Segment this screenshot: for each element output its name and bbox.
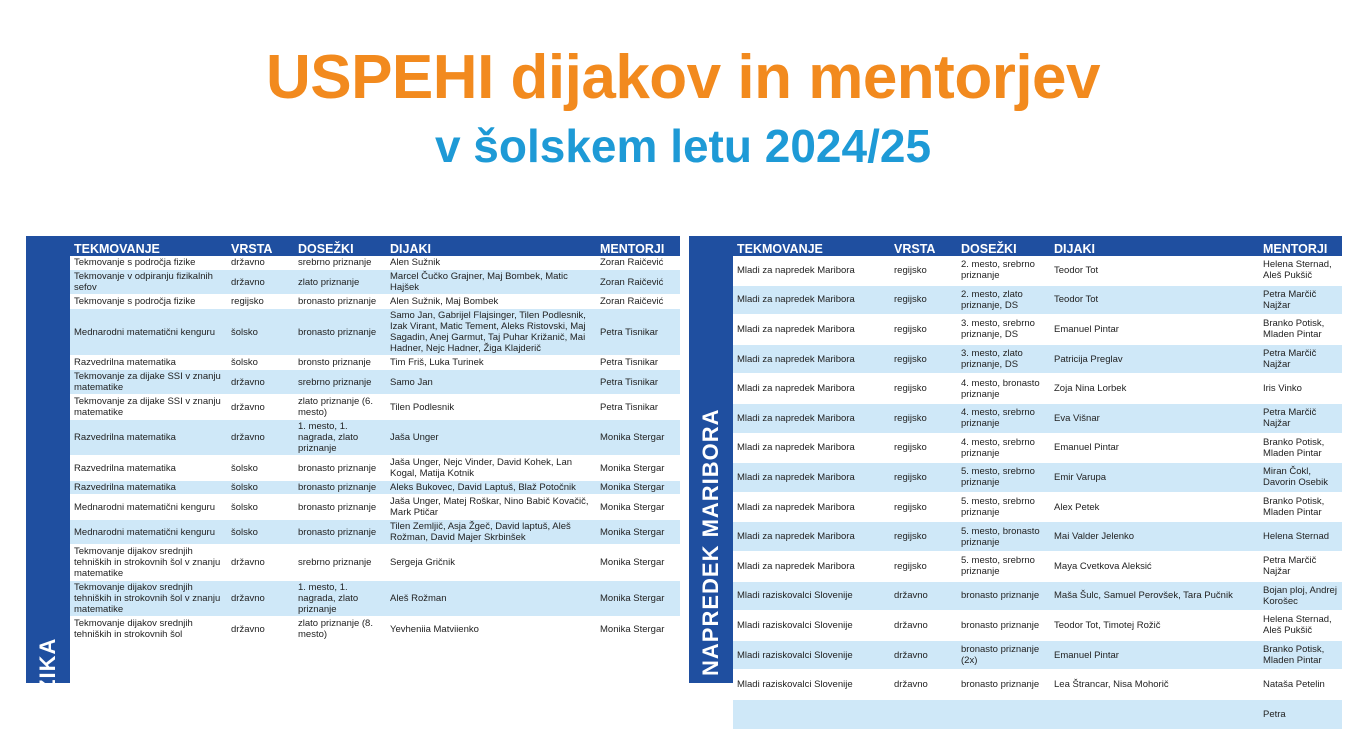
table-cell: državno	[227, 256, 294, 270]
table-cell: Petra Marčič Najžar	[1259, 551, 1342, 581]
left-table-wrap	[70, 236, 680, 683]
table-cell: državno	[890, 670, 957, 700]
right-side-label: NAPREDEK MARIBORA	[698, 408, 723, 676]
table-cell: Zoran Raičević	[596, 295, 680, 309]
page-subtitle: v šolskem letu 2024/25	[434, 120, 932, 172]
table-row	[70, 545, 680, 581]
table-row	[70, 581, 680, 617]
table-cell: Petra Marčič Najžar	[1259, 403, 1342, 433]
table-cell: Miran Čokl, Davorin Osebik	[1259, 463, 1342, 493]
table-cell: Nataša Petelin	[1259, 670, 1342, 700]
table-cell: bronasto priznanje	[957, 581, 1050, 611]
table-cell: zlato priznanje (6. mesto)	[294, 395, 386, 420]
table-cell: Mai Valder Jelenko	[1050, 522, 1259, 552]
table-cell: Marcel Čučko Grajner, Maj Bombek, Matic Hajšek	[386, 270, 596, 295]
table-cell: državno	[227, 617, 294, 642]
table-cell: Mednarodni matematični kenguru	[70, 495, 227, 520]
table-cell	[890, 699, 957, 729]
table-cell: Petra Marčič Najžar	[1259, 285, 1342, 315]
table-cell: Monika Stergar	[596, 581, 680, 617]
table-cell: Teodor Tot	[1050, 285, 1259, 315]
table-row	[70, 309, 680, 356]
table-cell: 2. mesto, srebrno priznanje	[957, 256, 1050, 285]
table-row	[70, 295, 680, 309]
table-row	[733, 581, 1342, 611]
table-cell: regijsko	[890, 403, 957, 433]
table-cell: regijsko	[890, 344, 957, 374]
table-cell: regijsko	[890, 315, 957, 345]
table-row	[733, 670, 1342, 700]
column-header: DOSEŽKI	[298, 242, 354, 256]
table-row	[733, 315, 1342, 345]
table-cell: srebrno priznanje	[294, 256, 386, 270]
table-cell: Razvedrilna matematika	[70, 356, 227, 370]
table-cell: šolsko	[227, 309, 294, 356]
table-cell: Petra Tisnikar	[596, 356, 680, 370]
table-row	[70, 617, 680, 642]
table-cell: Emanuel Pintar	[1050, 315, 1259, 345]
column-header: TEKMOVANJE	[74, 242, 160, 256]
table-cell: bronasto priznanje	[957, 611, 1050, 641]
table-cell: Patricija Preglav	[1050, 344, 1259, 374]
right-table-wrap	[733, 236, 1342, 720]
table-cell: 2. mesto, zlato priznanje, DS	[957, 285, 1050, 315]
table-cell: državno	[227, 581, 294, 617]
table-cell: Petra	[1259, 699, 1342, 729]
table-cell: državno	[227, 395, 294, 420]
table-cell: šolsko	[227, 495, 294, 520]
table-cell: 1. mesto, 1. nagrada, zlato priznanje	[294, 420, 386, 456]
column-header: TEKMOVANJE	[737, 242, 823, 256]
table-cell: regijsko	[890, 492, 957, 522]
table-cell: regijsko	[890, 285, 957, 315]
table-cell: 5. mesto, srebrno priznanje	[957, 463, 1050, 493]
table-cell: Petra Tisnikar	[596, 309, 680, 356]
table-cell: 5. mesto, srebrno priznanje	[957, 551, 1050, 581]
table-cell: državno	[227, 420, 294, 456]
table-cell: Mednarodni matematični kenguru	[70, 309, 227, 356]
table-cell: 4. mesto, srebrno priznanje	[957, 403, 1050, 433]
table-cell: Tilen Zemljič, Asja Žgeč, David laptuš, Aleš Rožman, David Majer Skrbinšek	[386, 520, 596, 545]
table-cell: Petra Tisnikar	[596, 395, 680, 420]
left-table-header	[70, 236, 680, 256]
table-cell: bronasto priznanje	[294, 520, 386, 545]
table-cell: državno	[890, 581, 957, 611]
table-cell: Alex Petek	[1050, 492, 1259, 522]
table-cell: Tilen Podlesnik	[386, 395, 596, 420]
table-cell: Mladi raziskovalci Slovenije	[733, 670, 890, 700]
table-row	[70, 456, 680, 481]
table-cell: Mladi za napredek Maribora	[733, 403, 890, 433]
table-cell: regijsko	[227, 295, 294, 309]
table-cell: 3. mesto, srebrno priznanje, DS	[957, 315, 1050, 345]
table-cell: Razvedrilna matematika	[70, 456, 227, 481]
table-cell: Branko Potisk, Mladen Pintar	[1259, 315, 1342, 345]
column-header: DIJAKI	[1054, 242, 1095, 256]
table-cell: Monika Stergar	[596, 456, 680, 481]
table-cell: Mladi za napredek Maribora	[733, 463, 890, 493]
table-cell: Monika Stergar	[596, 420, 680, 456]
table-cell: Mladi raziskovalci Slovenije	[733, 611, 890, 641]
table-cell: zlato priznanje (8. mesto)	[294, 617, 386, 642]
table-cell: Emir Varupa	[1050, 463, 1259, 493]
table-cell: Tekmovanje za dijake SSI v znanju matematike	[70, 370, 227, 395]
table-cell	[1050, 699, 1259, 729]
table-cell: državno	[227, 370, 294, 395]
column-header: DIJAKI	[390, 242, 431, 256]
right-table	[733, 236, 1342, 730]
table-cell: Mladi raziskovalci Slovenije	[733, 581, 890, 611]
table-cell: Monika Stergar	[596, 481, 680, 495]
table-cell: Jaša Unger	[386, 420, 596, 456]
table-row	[70, 256, 680, 270]
table-cell: Monika Stergar	[596, 545, 680, 581]
table-cell: bronasto priznanje	[294, 309, 386, 356]
table-cell: Mladi za napredek Maribora	[733, 285, 890, 315]
table-cell: Mladi za napredek Maribora	[733, 374, 890, 404]
table-cell: regijsko	[890, 522, 957, 552]
table-cell: Mladi za napredek Maribora	[733, 492, 890, 522]
table-row	[733, 522, 1342, 552]
table-cell: Branko Potisk, Mladen Pintar	[1259, 492, 1342, 522]
table-row	[70, 420, 680, 456]
table-cell: Helena Sternad, Aleš Pukšič	[1259, 256, 1342, 285]
right-table-panel	[689, 236, 1342, 720]
table-row	[733, 374, 1342, 404]
table-cell: šolsko	[227, 456, 294, 481]
table-cell: Eva Višnar	[1050, 403, 1259, 433]
table-cell: Samo Jan	[386, 370, 596, 395]
table-cell: šolsko	[227, 356, 294, 370]
table-row	[70, 270, 680, 295]
table-cell: Lea Štrancar, Nisa Mohorič	[1050, 670, 1259, 700]
table-row	[70, 495, 680, 520]
table-cell: Mladi za napredek Maribora	[733, 522, 890, 552]
table-cell: Aleš Rožman	[386, 581, 596, 617]
left-table	[70, 236, 680, 642]
table-cell: Mladi raziskovalci Slovenije	[733, 640, 890, 670]
table-cell: Petra Marčič Najžar	[1259, 344, 1342, 374]
table-row	[70, 370, 680, 395]
table-cell: Helena Sternad	[1259, 522, 1342, 552]
table-row	[733, 344, 1342, 374]
table-cell: Razvedrilna matematika	[70, 481, 227, 495]
table-cell: Jaša Unger, Matej Roškar, Nino Babič Kovačič, Mark Ptičar	[386, 495, 596, 520]
table-cell: Tekmovanje s področja fizike	[70, 256, 227, 270]
table-cell: Mladi za napredek Maribora	[733, 344, 890, 374]
table-row	[733, 285, 1342, 315]
table-cell: regijsko	[890, 256, 957, 285]
table-cell: bronasto priznanje	[294, 456, 386, 481]
right-table-header	[733, 236, 1342, 256]
table-cell: Teodor Tot, Timotej Rožič	[1050, 611, 1259, 641]
table-cell: regijsko	[890, 463, 957, 493]
table-row	[733, 611, 1342, 641]
table-cell: bronasto priznanje	[957, 670, 1050, 700]
table-cell: Alen Sužnik, Maj Bombek	[386, 295, 596, 309]
table-row	[70, 520, 680, 545]
table-cell: Bojan ploj, Andrej Korošec	[1259, 581, 1342, 611]
table-cell: Razvedrilna matematika	[70, 420, 227, 456]
table-cell: regijsko	[890, 551, 957, 581]
left-side-label: n FIZIKA	[35, 637, 60, 736]
table-cell: bronasto priznanje	[294, 295, 386, 309]
table-cell: bronsto priznanje	[294, 356, 386, 370]
table-cell: Mladi za napredek Maribora	[733, 315, 890, 345]
table-row	[733, 551, 1342, 581]
table-cell: Monika Stergar	[596, 617, 680, 642]
table-cell: Monika Stergar	[596, 520, 680, 545]
table-row	[70, 356, 680, 370]
table-cell: Tekmovanje s področja fizike	[70, 295, 227, 309]
table-cell: Yevheniia Matviienko	[386, 617, 596, 642]
table-cell: zlato priznanje	[294, 270, 386, 295]
table-cell: Aleks Bukovec, David Laptuš, Blaž Potočnik	[386, 481, 596, 495]
table-cell: 4. mesto, srebrno priznanje	[957, 433, 1050, 463]
table-cell	[957, 699, 1050, 729]
table-cell	[733, 699, 890, 729]
column-header: MENTORJI	[600, 242, 665, 256]
table-cell: Jaša Unger, Nejc Vinder, David Kohek, Lan Kogal, Matija Kotnik	[386, 456, 596, 481]
table-cell: Zoran Raičević	[596, 270, 680, 295]
table-cell: 3. mesto, zlato priznanje, DS	[957, 344, 1050, 374]
table-cell: Tekmovanje dijakov srednjih tehniških in strokovnih šol v znanju matematike	[70, 581, 227, 617]
table-cell: Tim Friš, Luka Turinek	[386, 356, 596, 370]
table-cell: Sergeja Gričnik	[386, 545, 596, 581]
table-cell: 4. mesto, bronasto priznanje	[957, 374, 1050, 404]
column-header: DOSEŽKI	[961, 242, 1017, 256]
table-cell: Mladi za napredek Maribora	[733, 551, 890, 581]
table-cell: državno	[890, 611, 957, 641]
table-cell: regijsko	[890, 374, 957, 404]
left-side-bar	[26, 236, 70, 736]
table-cell: Tekmovanje za dijake SSI v znanju matematike	[70, 395, 227, 420]
table-cell: Helena Sternad, Aleš Pukšič	[1259, 611, 1342, 641]
table-cell: državno	[227, 270, 294, 295]
table-cell: Teodor Tot	[1050, 256, 1259, 285]
table-cell: bronasto priznanje	[294, 495, 386, 520]
table-cell: Branko Potisk, Mladen Pintar	[1259, 640, 1342, 670]
right-side-bar	[689, 236, 733, 683]
table-cell: Emanuel Pintar	[1050, 433, 1259, 463]
table-cell: šolsko	[227, 520, 294, 545]
table-cell: Tekmovanje dijakov srednjih tehniških in strokovnih šol v znanju matematike	[70, 545, 227, 581]
left-table-panel	[26, 236, 680, 736]
table-cell: 5. mesto, bronasto priznanje	[957, 522, 1050, 552]
table-row	[733, 492, 1342, 522]
table-cell: državno	[890, 640, 957, 670]
table-cell: srebrno priznanje	[294, 370, 386, 395]
table-cell: Branko Potisk, Mladen Pintar	[1259, 433, 1342, 463]
page-title: USPEHI dijakov in mentorjev	[265, 43, 1101, 112]
table-cell: Tekmovanje dijakov srednjih tehniških in strokovnih šol	[70, 617, 227, 642]
table-cell: šolsko	[227, 481, 294, 495]
table-row	[733, 463, 1342, 493]
table-cell: bronasto priznanje (2x)	[957, 640, 1050, 670]
table-cell: Tekmovanje v odpiranju fizikalnih sefov	[70, 270, 227, 295]
table-cell: Samo Jan, Gabrijel Flajsinger, Tilen Podlesnik, Izak Virant, Matic Tement, Aleks Ristovski, Maj Sagadin, Anej Garmut, Taj Puhar Križanič, Mai Hadner, Nejc Hadner, Žiga Klajderič	[386, 309, 596, 356]
table-cell: srebrno priznanje	[294, 545, 386, 581]
table-cell: državno	[227, 545, 294, 581]
table-cell: Zoja Nina Lorbek	[1050, 374, 1259, 404]
table-row	[733, 433, 1342, 463]
table-cell: Iris Vinko	[1259, 374, 1342, 404]
table-cell: Petra Tisnikar	[596, 370, 680, 395]
table-cell: 1. mesto, 1. nagrada, zlato priznanje	[294, 581, 386, 617]
table-cell: Zoran Raičević	[596, 256, 680, 270]
table-row	[70, 481, 680, 495]
table-cell: Mladi za napredek Maribora	[733, 433, 890, 463]
table-cell: regijsko	[890, 433, 957, 463]
table-cell: Mladi za napredek Maribora	[733, 256, 890, 285]
table-cell: 5. mesto, srebrno priznanje	[957, 492, 1050, 522]
table-cell: Alen Sužnik	[386, 256, 596, 270]
table-cell: Monika Stergar	[596, 495, 680, 520]
table-row	[70, 395, 680, 420]
table-cell: Mednarodni matematični kenguru	[70, 520, 227, 545]
table-row	[733, 256, 1342, 285]
table-cell: bronasto priznanje	[294, 481, 386, 495]
table-row	[733, 699, 1342, 729]
table-cell: Maya Cvetkova Aleksić	[1050, 551, 1259, 581]
table-row	[733, 640, 1342, 670]
column-header: MENTORJI	[1263, 242, 1328, 256]
table-cell: Emanuel Pintar	[1050, 640, 1259, 670]
column-header: VRSTA	[894, 242, 936, 256]
table-row	[733, 403, 1342, 433]
column-header: VRSTA	[231, 242, 273, 256]
table-cell: Maša Šulc, Samuel Perovšek, Tara Pučnik	[1050, 581, 1259, 611]
